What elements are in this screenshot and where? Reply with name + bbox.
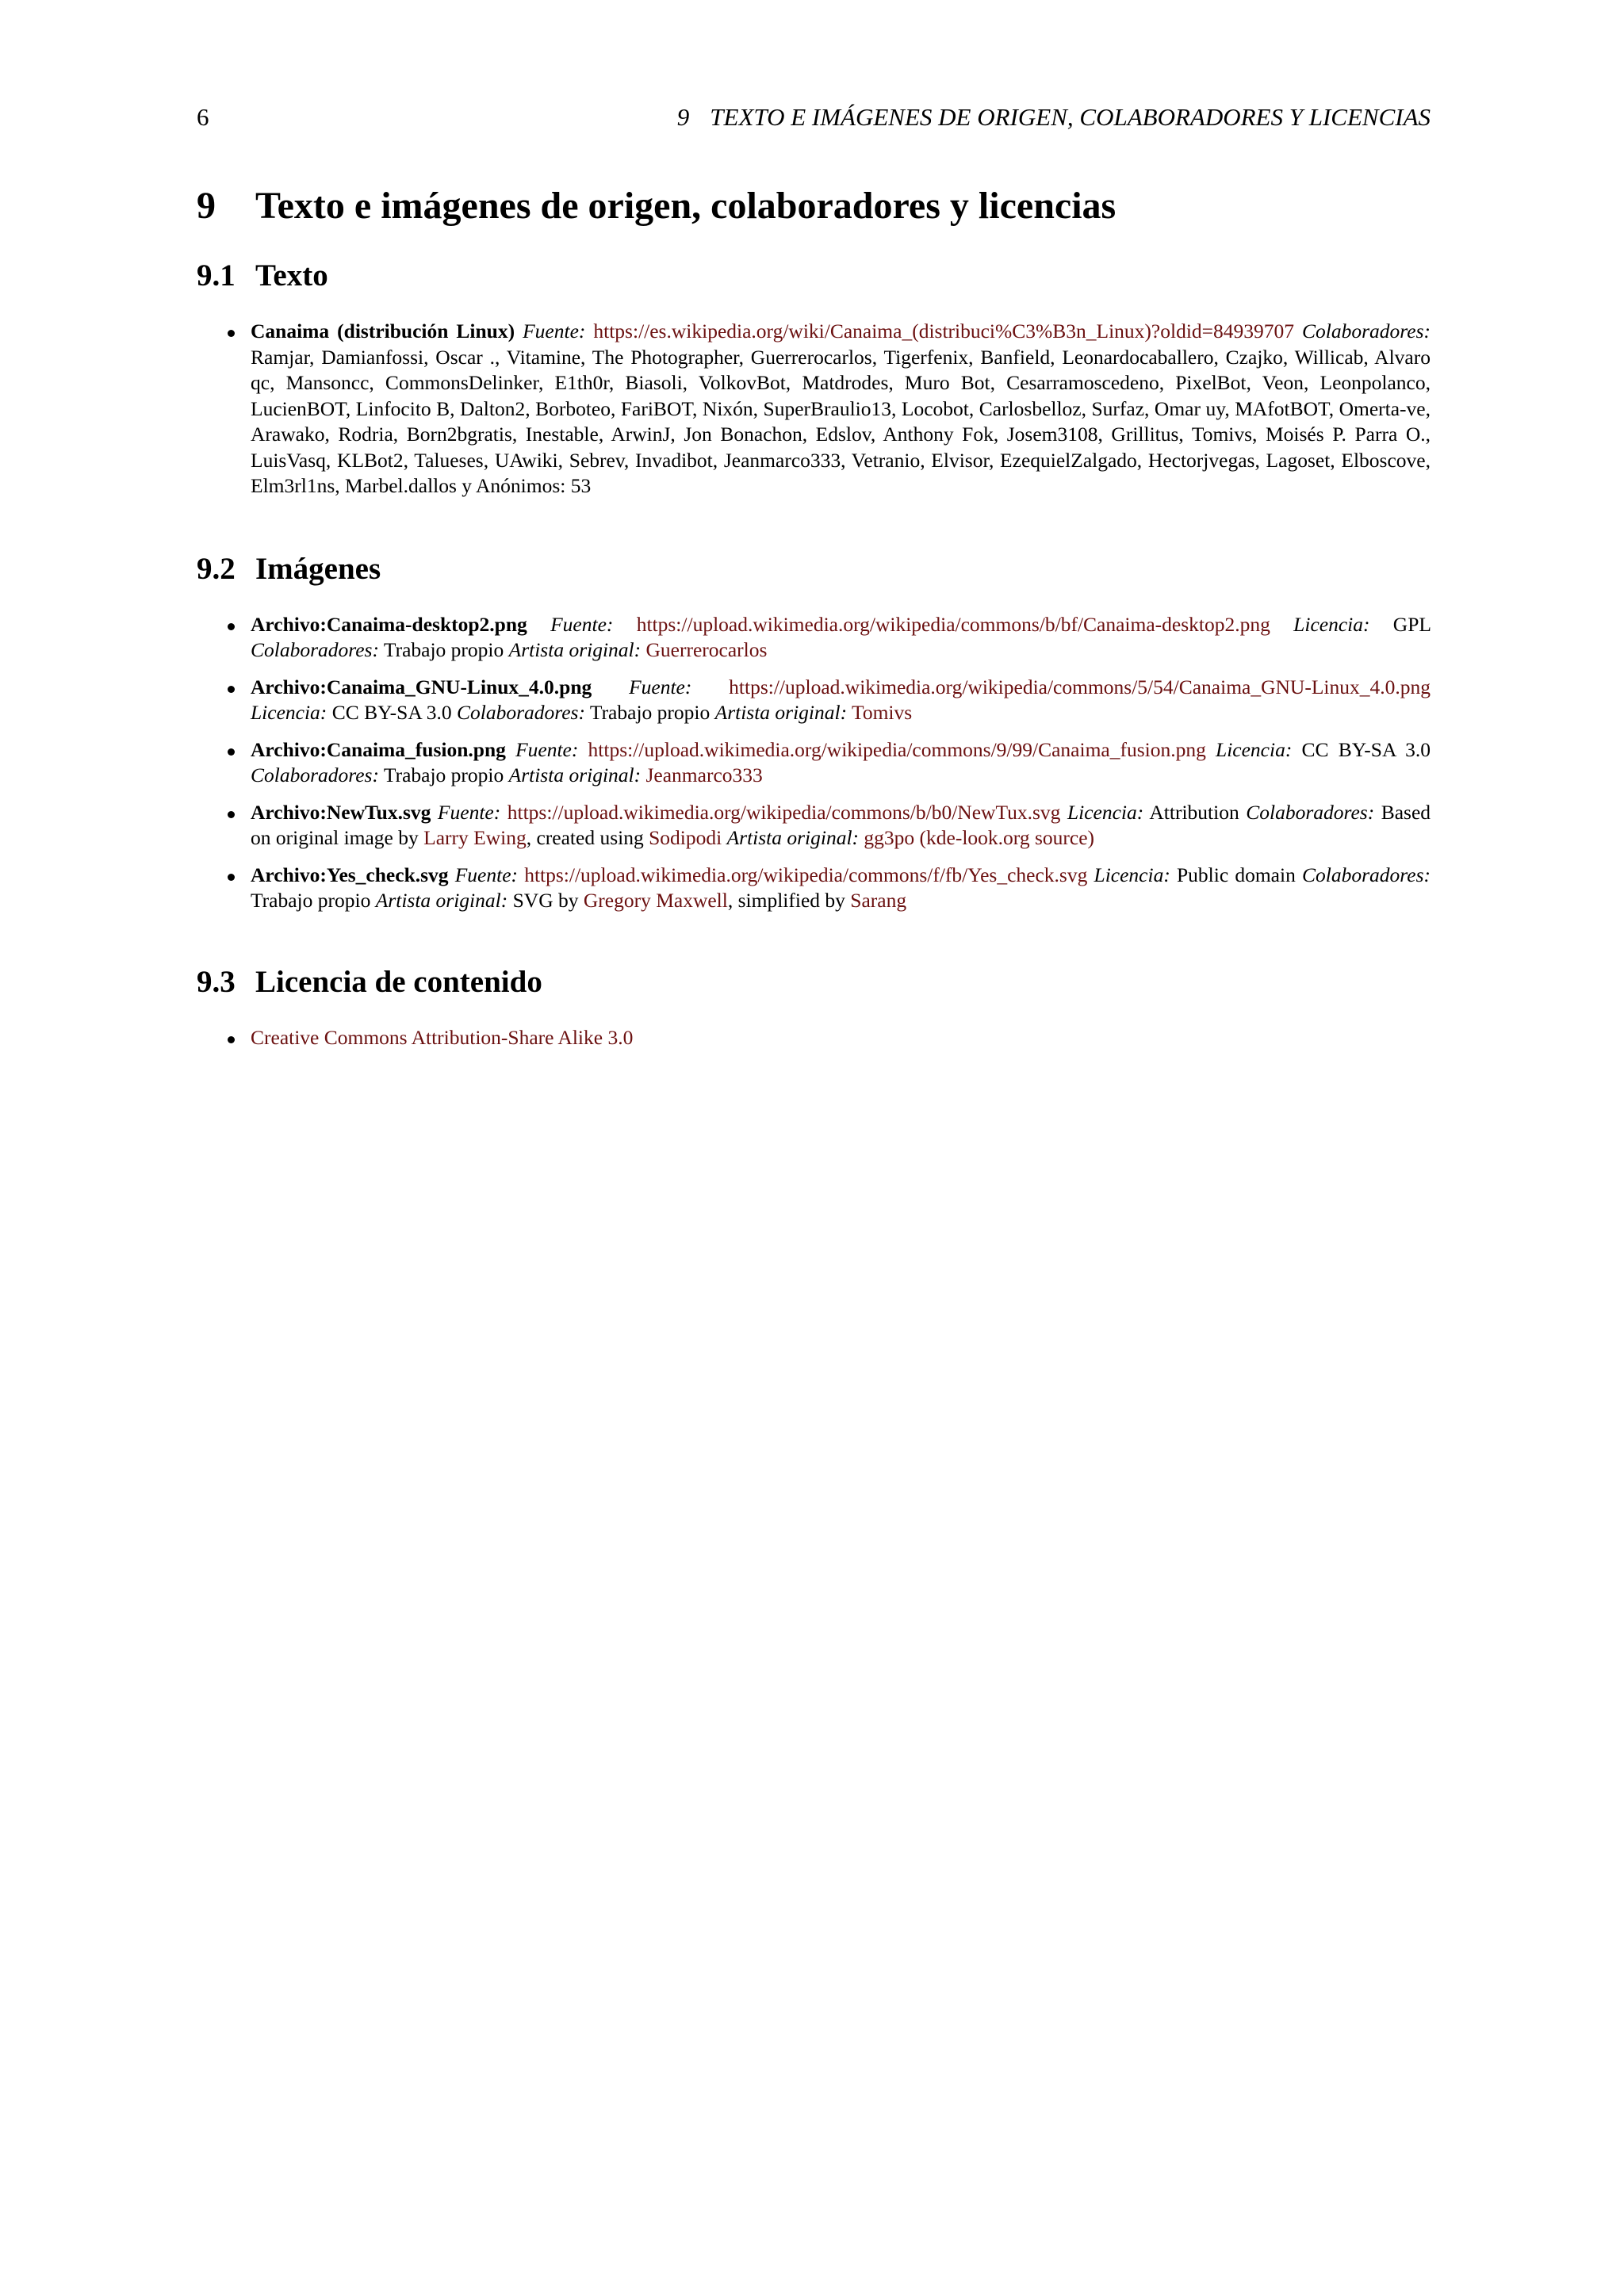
source-link[interactable]: https://es.wikipedia.org/wiki/Canaima_(distribuci%C3%B3n_Linux)?oldid=84939707	[593, 320, 1295, 342]
section-heading	[197, 182, 1431, 230]
license-link[interactable]: Creative Commons Attribution-Share Alike 3.0	[251, 1025, 634, 1049]
list-item	[197, 1025, 1431, 1051]
running-section-number: 9	[676, 103, 690, 131]
source-link[interactable]: https://upload.wikimedia.org/wikipedia/commons/b/b0/NewTux.svg	[507, 800, 1061, 824]
contributor-link[interactable]: Sodipodi	[649, 826, 722, 849]
subsection-heading-imagenes: 9.2 Imágenes	[197, 551, 381, 586]
section-title: Texto e imágenes de origen, colaboradores y licencias	[255, 185, 1116, 227]
artist-link[interactable]: Jeanmarco333	[645, 763, 763, 786]
item-name: Archivo:Yes_check.svg	[251, 863, 449, 886]
contributors-text: Ramjar, Damianfossi, Oscar ., Vitamine, The Photographer, Guerrerocarlos, Tigerfenix, Banfield, Leonardocaballero, Czajko, Willicab, Alvaro qc, Mansoncc, CommonsDelinker, E1th0r, Biasoli, VolkovBot, Matdrodes, Muro Bot, Cesarramoscedeno, PixelBot, Veon, Leonpolanco, LucienBOT, Linfocito B, Dalton2, Borboteo, FariBOT, Nixón, SuperBraulio13, Locobot, Carlosbelloz, Surfaz, Omar uy, MAfotBOT, Omerta-ve, Arawako, Rodria, Born2bgratis, Inestable, ArwinJ, Jon Bonachon, Edslov, Anthony Fok, Josem3108, Grillitus, Tomivs, Moisés P. Parra O., LuisVasq, KLBot2, Talueses, UAwiki, Sebrev, Invadibot, Jeanmarco333, Vetranio, Elvisor, EzequielZalgado, Hectorjvegas, Lagoset, Elboscove, Elm3rl1ns, Marbel.dallos y Anónimos: 53	[251, 345, 1431, 497]
licencia-list	[197, 1025, 1431, 1051]
texto-list	[197, 319, 1431, 499]
subsection-heading-licencia: 9.3 Licencia de contenido	[197, 964, 542, 999]
artist-link[interactable]: Guerrerocarlos	[645, 638, 768, 661]
artist-link[interactable]: Sarang	[850, 889, 907, 912]
page-number: 6	[197, 103, 209, 131]
source-link[interactable]: https://upload.wikimedia.org/wikipedia/commons/9/99/Canaima_fusion.png	[588, 737, 1206, 761]
item-name: Archivo:Canaima-desktop2.png	[251, 612, 527, 636]
source-link[interactable]: https://upload.wikimedia.org/wikipedia/commons/f/fb/Yes_check.svg	[524, 863, 1088, 886]
list-item: Archivo:Canaima_fusion.png Fuente: https://upload.wikimedia.org/wikipedia/commons/9/99/Canaima_fusion.png Licencia: CC BY-SA 3.0 Colaboradores: Trabajo propio Artista original: Jeanmarco333	[197, 737, 1431, 789]
running-section-title	[677, 101, 1431, 133]
subsection-heading-texto: 9.1 Texto	[197, 258, 328, 293]
contributor-link[interactable]: Larry Ewing	[423, 826, 527, 849]
list-item: Canaima (distribución Linux) Fuente: https://es.wikipedia.org/wiki/Canaima_(distribuci%C3%B3n_Linux)?oldid=84939707 Colaboradores: Ramjar, Damianfossi, Oscar ., Vitamine, The Photographer, Guerrerocarlos, Tigerfenix, Banfield, Leonardocaballero, Czajko, Willicab, Alvaro qc, Mansoncc, CommonsDelinker, E1th0r, Biasoli, VolkovBot, Matdrodes, Muro Bot, Cesarramoscedeno, PixelBot, Veon, Leonpolanco, LucienBOT, Linfocito B, Dalton2, Borboteo, FariBOT, Nixón, SuperBraulio13, Locobot, Carlosbelloz, Surfaz, Omar uy, MAfotBOT, Omerta-ve, Arawako, Rodria, Born2bgratis, Inestable, ArwinJ, Jon Bonachon, Edslov, Anthony Fok, Josem3108, Grillitus, Tomivs, Moisés P. Parra O., LuisVasq, KLBot2, Talueses, UAwiki, Sebrev, Invadibot, Jeanmarco333, Vetranio, Elvisor, EzequielZalgado, Hectorjvegas, Lagoset, Elboscove, Elm3rl1ns, Marbel.dallos y Anónimos: 53	[197, 319, 1431, 499]
list-item: Archivo:Yes_check.svg Fuente: https://upload.wikimedia.org/wikipedia/commons/f/fb/Yes_check.svg Licencia: Public domain Colaboradores: Trabajo propio Artista original: SVG by Gregory Maxwell, simplified by Sarang	[197, 863, 1431, 914]
imagenes-list	[197, 612, 1431, 914]
artist-link[interactable]: Tomivs	[852, 701, 913, 724]
item-name: Archivo:NewTux.svg	[251, 800, 431, 824]
section-number: 9	[197, 185, 216, 227]
source-link[interactable]: https://upload.wikimedia.org/wikipedia/commons/5/54/Canaima_GNU-Linux_4.0.png	[729, 675, 1431, 698]
artist-link[interactable]: gg3po (kde-look.org source)	[864, 826, 1095, 849]
source-link[interactable]: https://upload.wikimedia.org/wikipedia/commons/b/bf/Canaima-desktop2.png	[636, 612, 1270, 636]
page-content	[197, 182, 1431, 1062]
list-item: Archivo:NewTux.svg Fuente: https://upload.wikimedia.org/wikipedia/commons/b/b0/NewTux.svg Licencia: Attribution Colaboradores: Based on original image by Larry Ewing, created using Sodipodi Artista original: gg3po (kde-look.org source)	[197, 800, 1431, 851]
running-section-text: TEXTO E IMÁGENES DE ORIGEN, COLABORADORES Y LICENCIAS	[710, 103, 1431, 131]
item-name: Archivo:Canaima_fusion.png	[251, 737, 506, 761]
artist-link[interactable]: Gregory Maxwell	[583, 889, 728, 912]
list-item: Archivo:Canaima_GNU-Linux_4.0.png Fuente: https://upload.wikimedia.org/wikipedia/commons/5/54/Canaima_GNU-Linux_4.0.png Licencia: CC BY-SA 3.0 Colaboradores: Trabajo propio Artista original: Tomivs	[197, 675, 1431, 726]
list-item: Archivo:Canaima-desktop2.png Fuente: https://upload.wikimedia.org/wikipedia/commons/b/bf/Canaima-desktop2.png Licencia: GPL Colaboradores: Trabajo propio Artista original: Guerrerocarlos	[197, 612, 1431, 664]
item-name: Canaima (distribución Linux)	[251, 320, 515, 342]
item-name: Archivo:Canaima_GNU-Linux_4.0.png	[251, 675, 592, 698]
